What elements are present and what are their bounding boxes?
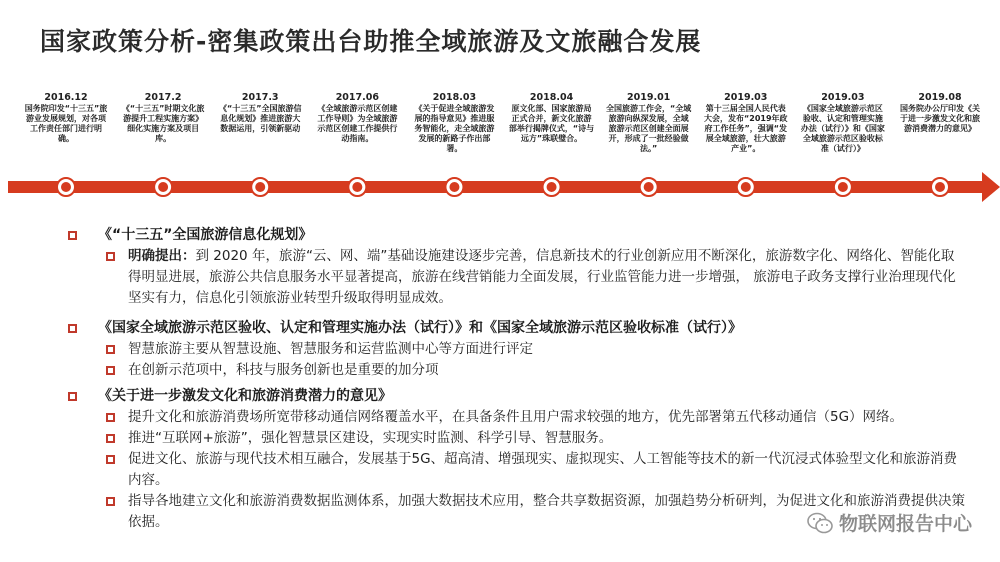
list-item [66, 339, 966, 360]
list-item [66, 246, 966, 309]
page-title: 国家政策分析-密集政策出台助推全域旅游及文旅融合发展 [40, 27, 702, 56]
timeline-event [897, 92, 983, 134]
item-text: 在创新示范项中，科技与服务创新也是重要的加分项 [128, 362, 439, 378]
square-bullet-icon [106, 497, 115, 506]
list-item [66, 407, 966, 428]
timeline-node-center [644, 182, 654, 192]
timeline-node-center [547, 182, 557, 192]
timeline-event [606, 92, 692, 154]
timeline-event [314, 92, 400, 144]
event-text: 第十三届全国人民代表大会，发布“2019年政府工作任务”，强调“发展全域旅游，壮大旅游产业”。 [704, 104, 788, 153]
event-text: 国务院办公厅印发《关于进一步激发文化和旅游消费潜力的意见》 [900, 104, 980, 133]
event-date: 2018.04 [529, 92, 574, 103]
timeline-event [217, 92, 303, 134]
item-text: 指导各地建立文化和旅游消费数据监测体系，加强大数据技术应用，整合共享数据资源，加强趋势分析研判，为促进文化和旅游消费提供决策依据。 [128, 493, 965, 530]
section-heading: 《“十三五”全国旅游信息化规划》 [66, 224, 966, 246]
timeline-node-center [935, 182, 945, 192]
square-bullet-icon [106, 345, 115, 354]
event-text: 《全域旅游示范区创建工作导则》为全域旅游示范区创建工作提供行动指南。 [317, 104, 398, 143]
item-text: 推进“互联网+旅游”，强化智慧景区建设，实现实时监测、科学引导、智慧服务。 [128, 430, 613, 446]
lead-text: 明确提出： [128, 248, 196, 264]
watermark-text: 物联网报告中心 [838, 513, 972, 535]
list-item [66, 360, 966, 381]
list-item [66, 428, 966, 449]
event-date: 2019.08 [918, 92, 962, 103]
event-text: 全国旅游工作会，“全域旅游向纵深发展，全域旅游示范区创建全面展开，形成了一批经验做法。” [606, 104, 692, 153]
timeline-node-center [449, 182, 459, 192]
square-bullet-icon [106, 434, 115, 443]
item-text: 提升文化和旅游消费场所宽带移动通信网络覆盖水平，在具备条件且用户需求较强的地方，优先部署第五代移动通信（5G）网络。 [128, 409, 904, 425]
section-heading: 《国家全域旅游示范区验收、认定和管理实施办法（试行）》和《国家全域旅游示范区验收标准（试行）》 [66, 317, 966, 339]
watermark [807, 509, 972, 536]
policy-timeline [0, 0, 1000, 210]
square-bullet-icon [106, 455, 115, 464]
timeline-node-center [158, 182, 168, 192]
square-bullet-icon [106, 413, 115, 422]
square-bullet-icon [68, 392, 77, 401]
timeline-node-center [838, 182, 848, 192]
event-text: 国务院印发“十三五”旅游业发展规划，对各项工作责任部门进行明确。 [24, 104, 108, 143]
event-date: 2018.03 [432, 92, 477, 103]
timeline-node-center [352, 182, 362, 192]
square-bullet-icon [68, 324, 77, 333]
timeline-event [411, 92, 497, 154]
timeline-node-center [61, 182, 71, 192]
square-bullet-icon [106, 252, 115, 261]
timeline-event [23, 92, 109, 144]
item-text: 智慧旅游主要从智慧设施、智慧服务和运营监测中心等方面进行评定 [128, 341, 533, 357]
timeline-node-center [741, 182, 751, 192]
event-date: 2019.01 [627, 92, 671, 103]
event-text: 《“十三五”时期文化旅游提升工程实施方案》细化实施方案及项目库。 [121, 104, 205, 143]
event-text: 《关于促进全域旅游发展的指导意见》推进服务智能化，走全域旅游发展的新路子作出部署。 [414, 104, 495, 153]
square-bullet-icon [68, 231, 77, 240]
timeline-event [800, 92, 886, 154]
item-text: 到 2020 年，旅游“云、网、端”基础设施建设逐步完善，信息新技术的行业创新应用不断深化，旅游数字化、网络化、智能化取得明显进展，旅游公共信息服务水平显著提高，旅游在线营销能力全面发展，行业监管能力进一步增强， 旅游电子政务支撑行业治理现代化坚实有力，信息化引领旅游业转型升级取得明显成效。 [128, 248, 956, 306]
timeline-event [120, 92, 206, 144]
event-text: 原文化部、国家旅游局正式合并，新文化旅游部举行揭牌仪式，“诗与远方”珠联璧合。 [508, 104, 595, 143]
square-bullet-icon [106, 366, 115, 375]
wechat-icon [807, 512, 833, 534]
list-item [66, 449, 966, 491]
section-heading: 《关于进一步激发文化和旅游消费潜力的意见》 [66, 385, 966, 407]
timeline-event [509, 92, 595, 144]
event-date: 2017.06 [335, 92, 379, 103]
event-text: 《“十三五”全国旅游信息化规划》推进旅游大数据运用，引领新驱动 [218, 104, 302, 133]
timeline-event [703, 92, 789, 154]
event-text: 《国家全域旅游示范区验收、认定和管理实施办法（试行）》和《国家全域旅游示范区验收标准（试行）》 [800, 104, 885, 153]
policy-content [66, 222, 966, 533]
event-date: 2017.3 [241, 92, 279, 103]
event-date: 2019.03 [821, 92, 865, 103]
event-date: 2019.03 [724, 92, 768, 103]
timeline-node-center [255, 182, 265, 192]
event-date: 2017.2 [144, 92, 182, 103]
event-date: 2016.12 [44, 92, 88, 103]
item-text: 促进文化、旅游与现代技术相互融合，发展基于5G、超高清、增强现实、虚拟现实、人工智能等技术的新一代沉浸式体验型文化和旅游消费内容。 [128, 451, 958, 488]
